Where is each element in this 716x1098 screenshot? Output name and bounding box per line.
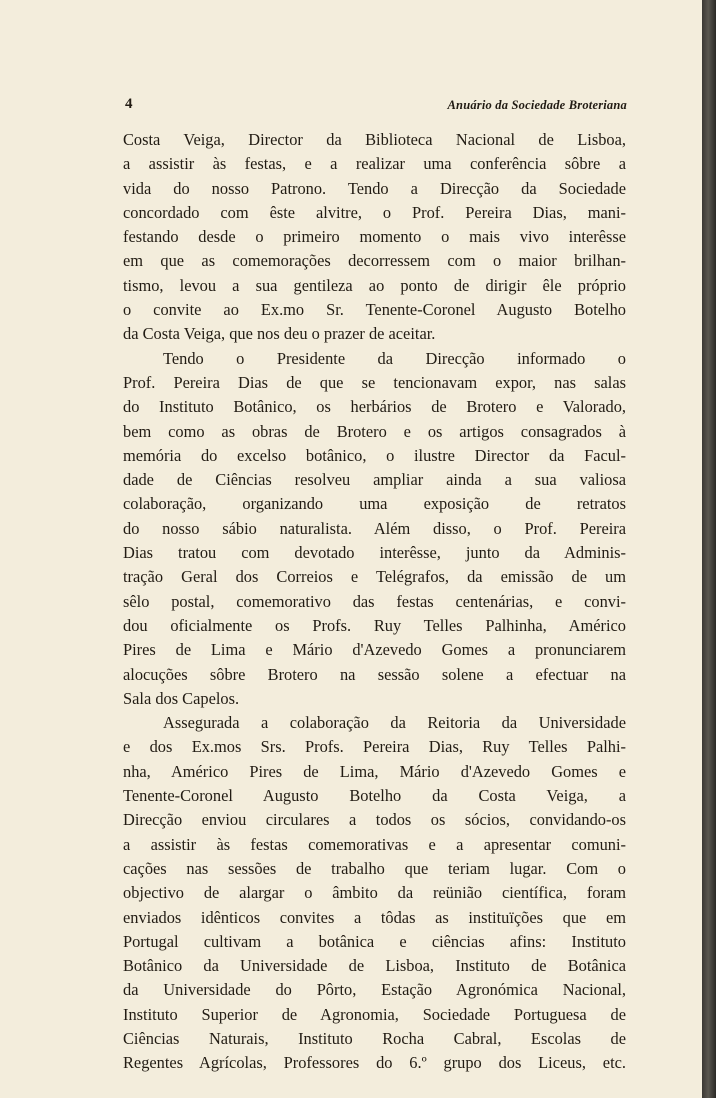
body-text [123,128,626,1076]
text-line: Costa Veiga, Director da Biblioteca Nacional de Lisboa, [123,130,626,149]
text-line: Portugal cultivam a botânica e ciências afins: Instituto [123,931,626,951]
text-line: objectivo de alargar o âmbito da reünião científica, foram [123,883,626,903]
text-line: Dias tratou com devotado interêsse, junto da Adminis- [123,543,626,563]
text-line: concordado com êste alvitre, o Prof. Pereira Dias, mani- [123,202,626,222]
page-number: 4 [125,96,133,112]
text-line: Assegurada a colaboração da Reitoria da Universidade [163,713,626,733]
text-line: dade de Ciências resolveu ampliar ainda a sua valiosa [123,470,626,490]
text-line: Tendo o Presidente da Direcção informado o [163,348,626,368]
text-line: memória do excelso botânico, o ilustre Director da Facul- [123,445,626,465]
text-line: colaboração, organizando uma exposição de retratos [123,494,626,514]
text-line: em que as comemorações decorressem com o maior brilhan- [123,251,626,271]
text-line: Prof. Pereira Dias de que se tencionavam expor, nas salas [123,372,626,392]
journal-title: Anuário da Sociedade Broteriana [447,98,627,112]
text-line: Tenente-Coronel Augusto Botelho da Costa Veiga, a [123,786,626,806]
text-line: vida do nosso Patrono. Tendo a Direcção da Sociedade [123,178,626,198]
text-line: Regentes Agrícolas, Professores do 6.º grupo dos Liceus, etc. [123,1053,626,1073]
page-edge [702,0,716,1098]
text-line: a assistir às festas, e a realizar uma conferência sôbre a [123,154,626,174]
text-line: Botânico da Universidade de Lisboa, Instituto de Botânica [123,956,626,976]
text-line: o convite ao Ex.mo Sr. Tenente-Coronel Augusto Botelho [123,300,626,320]
text-line: cações nas sessões de trabalho que teriam lugar. Com o [123,858,626,878]
text-line: da Costa Veiga, que nos deu o prazer de aceitar. [123,324,436,344]
text-line: sêlo postal, comemorativo das festas centenárias, e convi- [123,591,626,611]
text-line: Direcção enviou circulares a todos os sócios, convidando-os [123,810,626,830]
text-line: da Universidade do Pôrto, Estação Agronómica Nacional, [123,980,626,1000]
text-line: Instituto Superior de Agronomia, Sociedade Portuguesa de [123,1004,626,1024]
text-line: do nosso sábio naturalista. Além disso, o Prof. Pereira [123,518,626,538]
text-line: Pires de Lima e Mário d'Azevedo Gomes a pronunciarem [123,640,626,660]
text-line: bem como as obras de Brotero e os artigos consagrados à [123,421,626,441]
text-line: tismo, levou a sua gentileza ao ponto de dirigir êle próprio [123,275,626,295]
text-line: e dos Ex.mos Srs. Profs. Pereira Dias, Ruy Telles Palhi- [123,737,626,757]
text-line: a assistir às festas comemorativas e a apresentar comuni- [123,834,626,854]
text-line: Sala dos Capelos. [123,688,240,708]
text-line: Ciências Naturais, Instituto Rocha Cabral, Escolas de [123,1028,626,1048]
text-line: dou oficialmente os Profs. Ruy Telles Palhinha, Américo [123,615,626,635]
text-line: do Instituto Botânico, os herbários de Brotero e Valorado, [123,397,626,417]
running-head [125,96,627,116]
text-line: festando desde o primeiro momento o mais vivo interêsse [123,227,626,247]
text-line: tração Geral dos Correios e Telégrafos, da emissão de um [123,567,626,587]
text-line: alocuções sôbre Brotero na sessão solene a efectuar na [123,664,626,684]
text-line: nha, Américo Pires de Lima, Mário d'Azevedo Gomes e [123,761,626,781]
text-line: enviados idênticos convites a tôdas as instituïções que em [123,907,626,927]
